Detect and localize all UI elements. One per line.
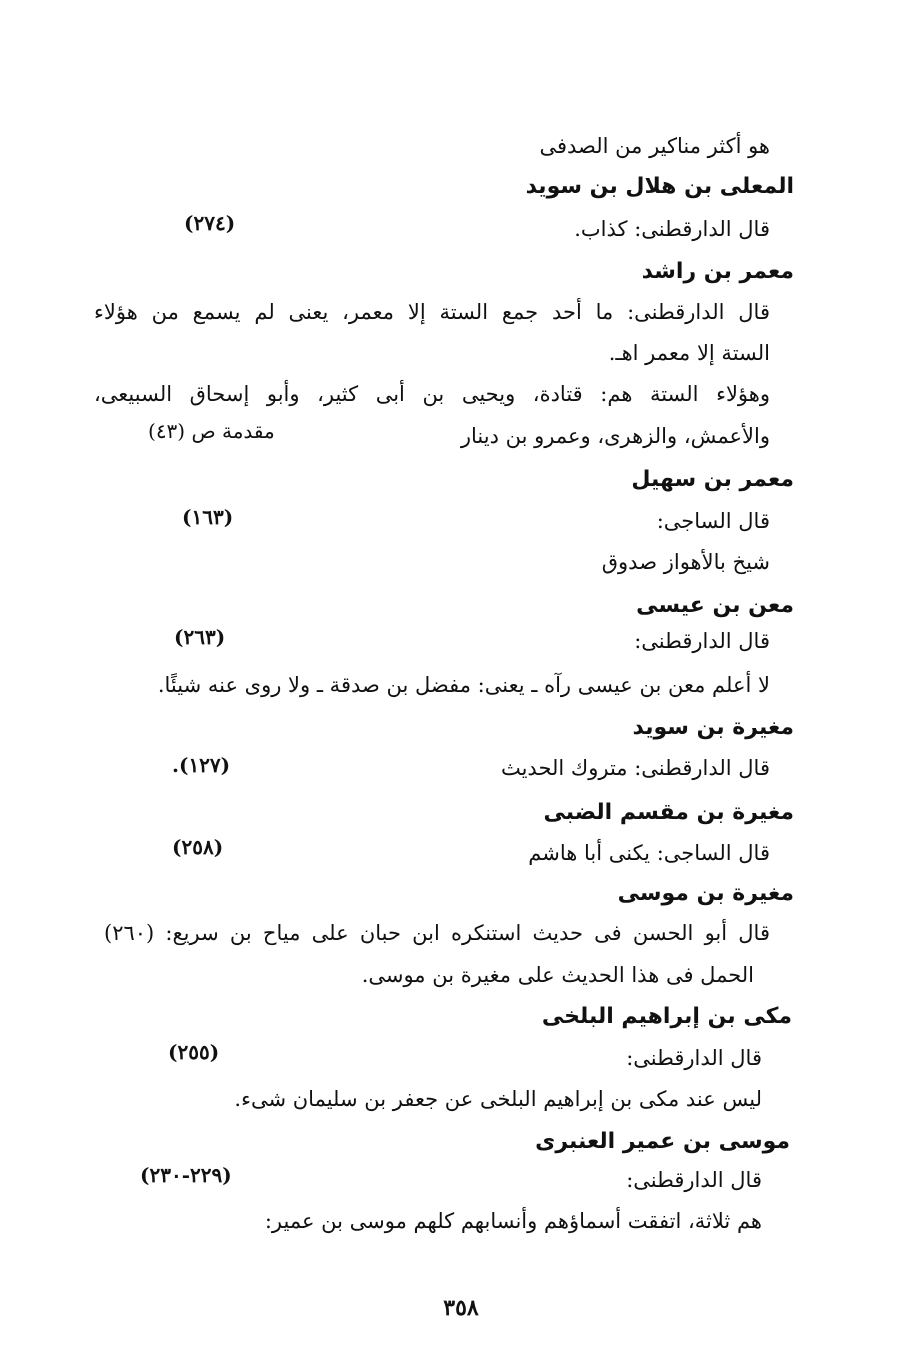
entry-heading: مكى بن إبراهيم البلخى: [541, 1004, 792, 1029]
entry-heading: مغيرة بن موسى: [617, 881, 794, 906]
text-line: هم ثلاثة، اتفقت أسماؤهم وأنسابهم كلهم موسى بن عمير:: [264, 1209, 762, 1233]
entry-heading: موسى بن عمير العنبرى: [535, 1129, 790, 1154]
text-line: وهؤلاء الستة هم: قتادة، ويحيى بن أبى كثير، وأبو إسحاق السبيعى،: [94, 382, 770, 406]
text-line: ليس عند مكى بن إبراهيم البلخى عن جعفر بن سليمان شىء.: [234, 1087, 762, 1111]
text-line: قال الدارقطنى:: [626, 1168, 762, 1192]
reference-number: (٢٥٥): [168, 1040, 220, 1064]
reference-number: (٢٧٤): [184, 211, 236, 235]
entry-heading: معن بن عيسى: [636, 593, 794, 618]
entry-heading: مغيرة بن مقسم الضبى: [543, 800, 794, 825]
text-line: قال الدارقطنى:: [634, 629, 770, 653]
entry-heading: مغيرة بن سويد: [632, 715, 794, 740]
text-line: قال أبو الحسن فى حديث استنكره ابن حبان على مياح بن سريع: (٢٦٠): [104, 921, 770, 945]
reference-number: (١٢٧).: [172, 753, 231, 777]
page-number: ٣٥٨: [443, 1295, 479, 1321]
text-line: هو أكثر مناكير من الصدفى: [539, 134, 770, 158]
text-line: الستة إلا معمر اهـ.: [608, 341, 770, 365]
entry-heading: معمر بن سهيل: [631, 467, 794, 492]
reference-number: مقدمة ص (٤٣): [148, 419, 275, 443]
text-line: لا أعلم معن بن عيسى رآه ـ يعنى: مفضل بن صدقة ـ ولا روى عنه شيئًا.: [157, 673, 770, 697]
text-line: قال الدارقطنى: ما أحد جمع الستة إلا معمر، يعنى لم يسمع من هؤلاء: [94, 300, 770, 324]
text-line: والأعمش، والزهرى، وعمرو بن دينار: [460, 424, 770, 448]
text-line: قال الدارقطنى: كذاب.: [574, 217, 770, 241]
entry-heading: معمر بن راشد: [641, 259, 794, 284]
reference-number: (٢٢٩-٢٣٠): [140, 1163, 232, 1187]
reference-number: (٢٥٨): [172, 835, 224, 859]
text-line: قال الدارقطنى: متروك الحديث: [500, 756, 770, 780]
entry-heading: المعلى بن هلال بن سويد: [525, 174, 794, 199]
text-line: الحمل فى هذا الحديث على مغيرة بن موسى.: [361, 963, 754, 987]
text-line: قال الساجى: يكنى أبا هاشم: [528, 841, 770, 865]
text-line: قال الساجى:: [656, 509, 770, 533]
reference-number: (٢٦٣): [174, 625, 226, 649]
text-line: شيخ بالأهواز صدوق: [601, 550, 770, 574]
text-line: قال الدارقطنى:: [626, 1046, 762, 1070]
reference-number: (١٦٣): [182, 505, 234, 529]
